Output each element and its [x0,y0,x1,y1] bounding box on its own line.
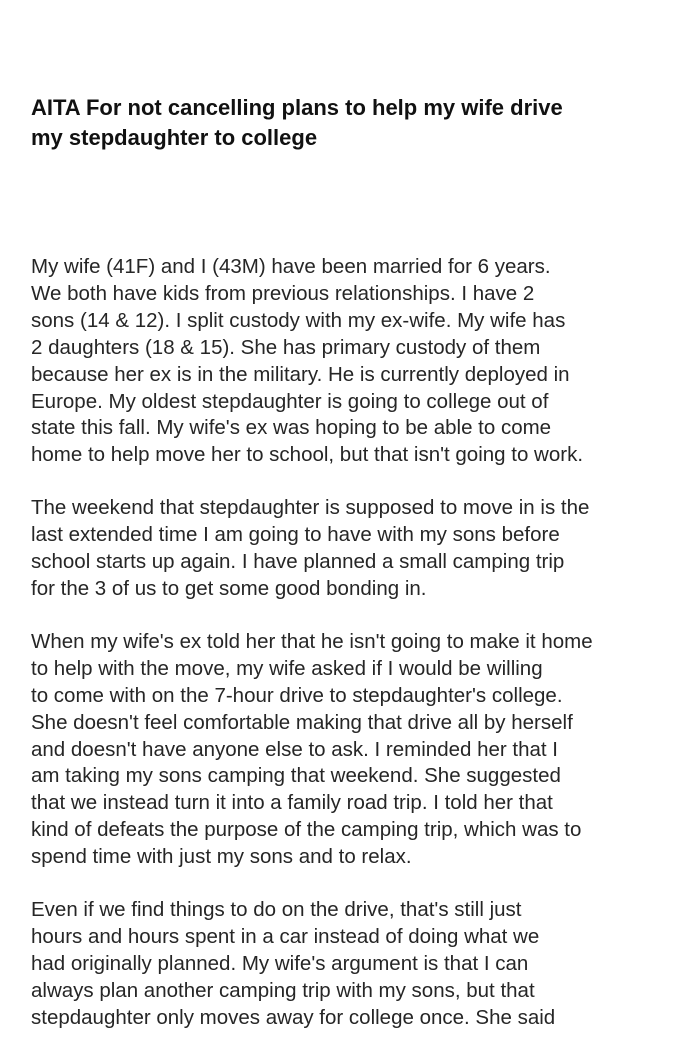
paragraph [31,629,671,871]
paragraph [31,897,671,1032]
paragraph-line: sons (14 & 12). I split custody with my ex-wife. My wife has [31,308,566,332]
paragraph-line: and doesn't have anyone else to ask. I reminded her that I [31,737,559,761]
post-body [31,254,671,1032]
paragraph-line: that we instead turn it into a family road trip. I told her that [31,791,553,815]
post-title [31,93,671,153]
paragraph [31,254,671,469]
paragraph-line: She doesn't feel comfortable making that drive all by herself [31,710,573,734]
paragraph-line: Even if we find things to do on the drive, that's still just [31,898,522,922]
paragraph-line: school starts up again. I have planned a small camping trip [31,550,565,574]
paragraph-line: had originally planned. My wife's argument is that I can [31,951,529,975]
paragraph-line: always plan another camping trip with my sons, but that [31,978,535,1002]
post [31,93,671,1058]
paragraph [31,495,671,603]
paragraph-line: because her ex is in the military. He is currently deployed in [31,362,570,386]
post-title-line: AITA For not cancelling plans to help my wife drive [31,95,563,120]
paragraph-line: We both have kids from previous relationships. I have 2 [31,281,535,305]
post-title-line: my stepdaughter to college [31,125,318,150]
paragraph-line: 2 daughters (18 & 15). She has primary custody of them [31,335,541,359]
paragraph-line: am taking my sons camping that weekend. She suggested [31,764,561,788]
paragraph-line: The weekend that stepdaughter is supposed to move in is the [31,496,590,520]
paragraph-line: state this fall. My wife's ex was hoping to be able to come [31,416,552,440]
paragraph-line: for the 3 of us to get some good bonding in. [31,576,427,600]
paragraph-line: to come with on the 7-hour drive to stepdaughter's college. [31,683,563,707]
paragraph-line: hours and hours spent in a car instead of doing what we [31,924,540,948]
paragraph-line: last extended time I am going to have with my sons before [31,523,560,547]
paragraph-line: home to help move her to school, but that isn't going to work. [31,443,584,467]
paragraph-line: spend time with just my sons and to relax. [31,845,412,869]
paragraph-line: When my wife's ex told her that he isn't going to make it home [31,629,593,653]
paragraph-line: Europe. My oldest stepdaughter is going to college out of [31,389,549,413]
paragraph-line: to help with the move, my wife asked if I would be willing [31,656,543,680]
paragraph-line: stepdaughter only moves away for college once. She said [31,1005,556,1029]
paragraph-line: My wife (41F) and I (43M) have been married for 6 years. [31,255,551,278]
paragraph-line: kind of defeats the purpose of the camping trip, which was to [31,818,582,842]
